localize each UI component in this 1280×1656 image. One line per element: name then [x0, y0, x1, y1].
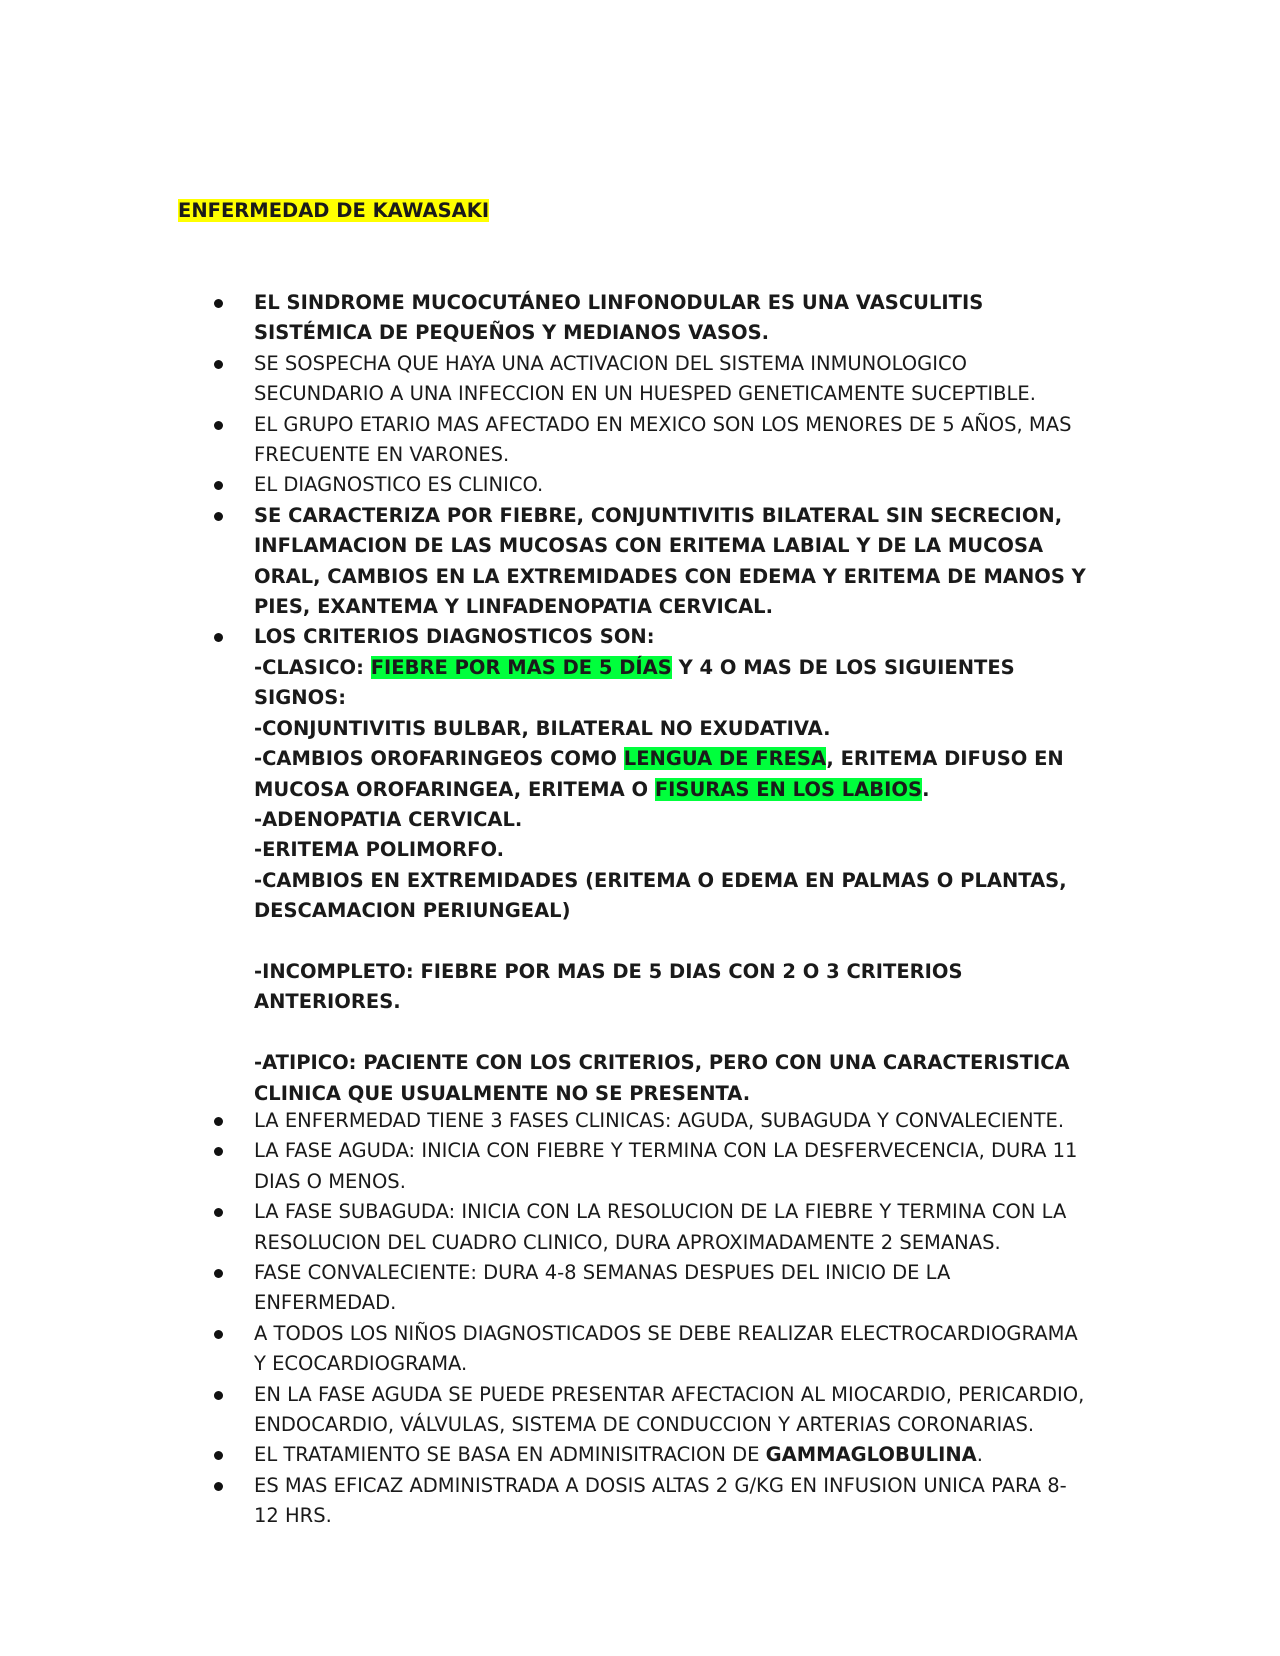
bullet-list-phases — [0, 1106, 1280, 1532]
criteria-extremidades: -CAMBIOS EN EXTREMIDADES (ERITEMA O EDEMA EN PALMAS O PLANTAS, DESCAMACION PERIUNGEAL) — [254, 868, 1067, 923]
criteria-orofaringeos-pre: -CAMBIOS OROFARINGEOS COMO — [254, 747, 624, 771]
bullet-characteristics: SE CARACTERIZA POR FIEBRE, CONJUNTIVITIS BILATERAL SIN SECRECION, INFLAMACION DE LAS MUCOSAS CON ERITEMA LABIAL Y DE LA MUCOSA ORAL, CAMBIOS EN LA EXTREMIDADES CON EDEMA Y ERITEMA DE MANOS Y PIES, EXANTEMA Y LINFADENOPATIA CERVICAL. — [0, 501, 1280, 623]
bullet-criteria — [0, 622, 1280, 1108]
treatment-drug: GAMMAGLOBULINA — [765, 1443, 977, 1467]
bullet-list-overview — [0, 288, 1280, 1109]
criteria-orofaringeos-post: . — [922, 777, 930, 801]
criteria-conjuntivitis: -CONJUNTIVITIS BULBAR, BILATERAL NO EXUDATIVA. — [254, 716, 831, 740]
bullet-etiology: SE SOSPECHA QUE HAYA UNA ACTIVACION DEL SISTEMA INMUNOLOGICO SECUNDARIO A UNA INFECCION EN UN HUESPED GENETICAMENTE SUCEPTIBLE. — [0, 349, 1280, 410]
bullet-cardiac-involvement: EN LA FASE AGUDA SE PUEDE PRESENTAR AFECTACION AL MIOCARDIO, PERICARDIO, ENDOCARDIO, VÁLVULAS, SISTEMA DE CONDUCCION Y ARTERIAS CORONARIAS. — [0, 1380, 1280, 1441]
bullet-epidemiology: EL GRUPO ETARIO MAS AFECTADO EN MEXICO SON LOS MENORES DE 5 AÑOS, MAS FRECUENTE EN VARONES. — [0, 410, 1280, 471]
paragraph-gap — [254, 927, 1090, 957]
bullet-cardiac-studies: A TODOS LOS NIÑOS DIAGNOSTICADOS SE DEBE REALIZAR ELECTROCARDIOGRAMA Y ECOCARDIOGRAMA. — [0, 1319, 1280, 1380]
criteria-adenopatia: -ADENOPATIA CERVICAL. — [254, 807, 523, 831]
paragraph-gap — [254, 1018, 1090, 1048]
criteria-incompleto: -INCOMPLETO: FIEBRE POR MAS DE 5 DIAS CON 2 O 3 CRITERIOS ANTERIORES. — [254, 959, 963, 1014]
bullet-treatment — [0, 1440, 1280, 1470]
criteria-orofaringeos — [254, 744, 1090, 805]
bullet-subacute-phase: LA FASE SUBAGUDA: INICIA CON LA RESOLUCION DE LA FIEBRE Y TERMINA CON LA RESOLUCION DEL CUADRO CLINICO, DURA APROXIMADAMENTE 2 SEMANAS. — [0, 1197, 1280, 1258]
criteria-clasico — [254, 653, 1090, 714]
document-title — [178, 196, 489, 226]
highlight-fisuras: FISURAS EN LOS LABIOS — [654, 777, 923, 801]
criteria-orofaringeos-mid: , ERITEMA DIFUSO EN MUCOSA OROFARINGEA, ERITEMA O — [254, 747, 1064, 801]
bullet-convalescent-phase: FASE CONVALECIENTE: DURA 4-8 SEMANAS DESPUES DEL INICIO DE LA ENFERMEDAD. — [0, 1258, 1280, 1319]
title-highlight: ENFERMEDAD DE KAWASAKI — [178, 199, 490, 222]
criteria-heading: LOS CRITERIOS DIAGNOSTICOS SON: — [254, 625, 655, 649]
highlight-fiebre: FIEBRE POR MAS DE 5 DÍAS — [370, 655, 672, 679]
criteria-clasico-label: -CLASICO: — [254, 655, 371, 679]
criteria-atipico: -ATIPICO: PACIENTE CON LOS CRITERIOS, PERO CON UNA CARACTERISTICA CLINICA QUE USUALMENTE NO SE PRESENTA. — [254, 1051, 1070, 1105]
bullet-acute-phase: LA FASE AGUDA: INICIA CON FIEBRE Y TERMINA CON LA DESFERVECENCIA, DURA 11 DIAS O MENOS. — [0, 1136, 1280, 1197]
criteria-eritema: -ERITEMA POLIMORFO. — [254, 838, 505, 862]
bullet-phases: LA ENFERMEDAD TIENE 3 FASES CLINICAS: AGUDA, SUBAGUDA Y CONVALECIENTE. — [0, 1106, 1280, 1136]
criteria-clasico-rest: Y 4 O MAS DE LOS SIGUIENTES SIGNOS: — [254, 655, 1015, 710]
bullet-diagnosis: EL DIAGNOSTICO ES CLINICO. — [0, 470, 1280, 500]
treatment-end: . — [976, 1443, 983, 1467]
bullet-definition: EL SINDROME MUCOCUTÁNEO LINFONODULAR ES UNA VASCULITIS SISTÉMICA DE PEQUEÑOS Y MEDIANOS VASOS. — [0, 288, 1280, 349]
highlight-lengua: LENGUA DE FRESA — [623, 747, 827, 771]
treatment-text: EL TRATAMIENTO SE BASA EN ADMINISITRACION DE — [254, 1443, 766, 1467]
bullet-dosage: ES MAS EFICAZ ADMINISTRADA A DOSIS ALTAS 2 G/KG EN INFUSION UNICA PARA 8-12 HRS. — [0, 1471, 1280, 1532]
